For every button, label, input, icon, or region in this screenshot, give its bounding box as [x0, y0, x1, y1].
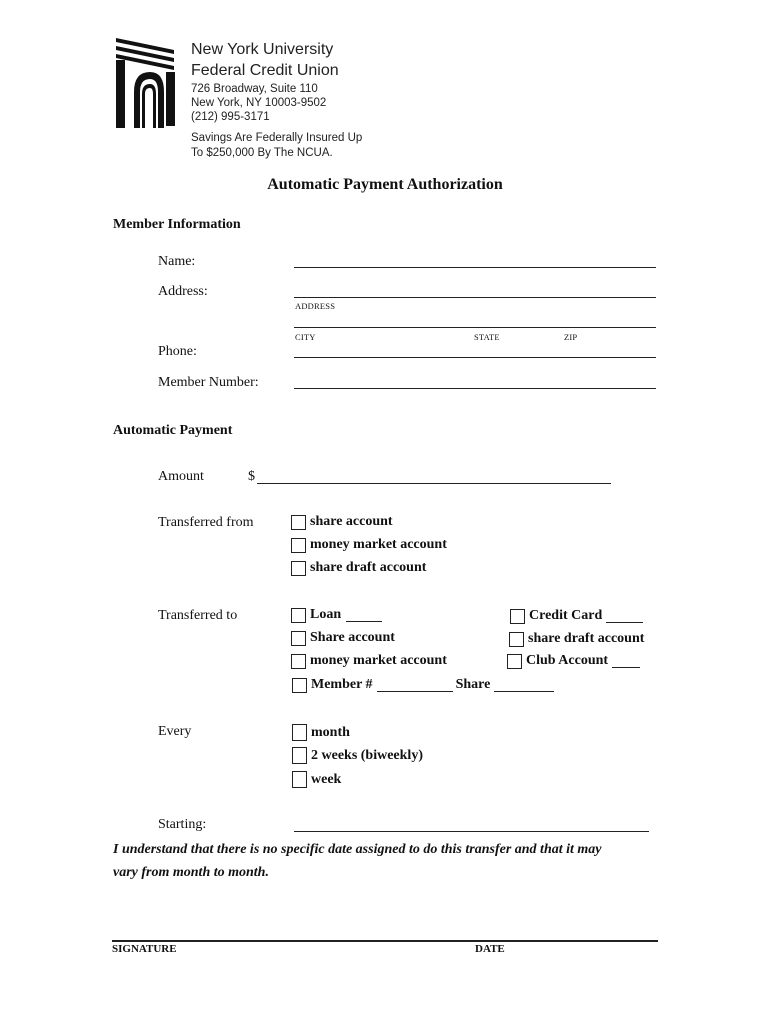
member-info-heading: Member Information — [113, 217, 241, 232]
org-phone: (212) 995-3171 — [191, 111, 270, 123]
signature-date-field[interactable] — [112, 940, 658, 942]
transferred-from-label: Transferred from — [158, 515, 254, 530]
starting-date-field[interactable] — [294, 831, 649, 832]
option-label: share draft account — [528, 631, 645, 646]
notice-line2: vary from month to month. — [113, 865, 269, 880]
club-account-blank[interactable] — [612, 654, 640, 668]
checkbox[interactable] — [510, 609, 525, 624]
member-number-label: Member Number: — [158, 375, 259, 390]
address-caption: ADDRESS — [295, 301, 336, 311]
state-caption: STATE — [474, 332, 500, 342]
option-label: Share account — [310, 630, 395, 645]
city-caption: CITY — [295, 332, 316, 342]
option-label: Club Account — [526, 653, 609, 668]
loan-number-blank[interactable] — [346, 608, 382, 622]
to-loan-option[interactable] — [291, 607, 382, 623]
share-number-blank[interactable] — [494, 678, 554, 692]
option-label: money market account — [310, 653, 447, 668]
from-money-market-option[interactable] — [291, 537, 447, 553]
dollar-sign: $ — [248, 469, 255, 484]
transferred-to-label: Transferred to — [158, 608, 238, 623]
signature-label: SIGNATURE — [112, 943, 177, 955]
option-label: 2 weeks (biweekly) — [311, 747, 423, 763]
phone-field[interactable] — [294, 357, 656, 358]
checkbox[interactable] — [291, 654, 306, 669]
starting-label: Starting: — [158, 817, 207, 832]
amount-label: Amount — [158, 469, 204, 484]
to-member-option[interactable] — [292, 677, 554, 693]
address-field[interactable] — [294, 297, 656, 298]
option-label: Member # — [311, 677, 373, 692]
credit-card-blank[interactable] — [606, 609, 643, 623]
checkbox[interactable] — [292, 678, 307, 693]
form-title: Automatic Payment Authorization — [267, 176, 503, 193]
to-money-market-option[interactable] — [291, 653, 447, 669]
name-field[interactable] — [294, 267, 656, 268]
org-address-line2: New York, NY 10003-9502 — [191, 97, 327, 109]
org-name-line2: Federal Credit Union — [191, 62, 339, 79]
every-week-option[interactable] — [292, 771, 341, 788]
checkbox[interactable] — [291, 608, 306, 623]
checkbox[interactable] — [291, 538, 306, 553]
option-label: month — [311, 724, 350, 740]
automatic-payment-heading: Automatic Payment — [113, 423, 233, 438]
option-label: share account — [310, 514, 393, 529]
checkbox[interactable] — [292, 771, 307, 788]
address-label: Address: — [158, 284, 208, 299]
member-number-blank[interactable] — [377, 678, 453, 692]
checkbox[interactable] — [291, 515, 306, 530]
checkbox[interactable] — [291, 561, 306, 576]
city-state-zip-field[interactable] — [294, 327, 656, 328]
option-label: week — [311, 771, 342, 787]
option-label: share draft account — [310, 560, 427, 575]
to-share-account-option[interactable] — [291, 630, 395, 646]
every-month-option[interactable] — [292, 724, 350, 741]
zip-caption: ZIP — [564, 332, 578, 342]
checkbox[interactable] — [509, 632, 524, 647]
from-share-draft-option[interactable] — [291, 560, 426, 576]
checkbox[interactable] — [292, 724, 307, 741]
every-biweekly-option[interactable] — [292, 747, 423, 764]
amount-field[interactable] — [257, 483, 611, 484]
name-label: Name: — [158, 254, 196, 269]
phone-label: Phone: — [158, 344, 197, 359]
checkbox[interactable] — [292, 747, 307, 764]
option-label: money market account — [310, 537, 447, 552]
org-address-line1: 726 Broadway, Suite 110 — [191, 83, 318, 95]
insured-notice-line2: To $250,000 By The NCUA. — [191, 147, 333, 159]
share-suffix-label: Share — [455, 677, 491, 692]
option-label: Credit Card — [529, 608, 603, 623]
from-share-account-option[interactable] — [291, 514, 393, 530]
every-label: Every — [158, 724, 192, 739]
option-label: Loan — [310, 607, 342, 622]
date-label: DATE — [475, 943, 505, 955]
checkbox[interactable] — [291, 631, 306, 646]
member-number-field[interactable] — [294, 388, 656, 389]
insured-notice-line1: Savings Are Federally Insured Up — [191, 132, 363, 144]
nyu-arch-logo — [112, 30, 182, 130]
to-share-draft-option[interactable] — [509, 631, 644, 647]
checkbox[interactable] — [507, 654, 522, 669]
to-club-account-option[interactable] — [507, 653, 640, 669]
to-credit-card-option[interactable] — [510, 608, 643, 624]
notice-line1: I understand that there is no specific date assigned to do this transfer and that it may — [113, 842, 602, 857]
org-name-line1: New York University — [191, 41, 334, 58]
